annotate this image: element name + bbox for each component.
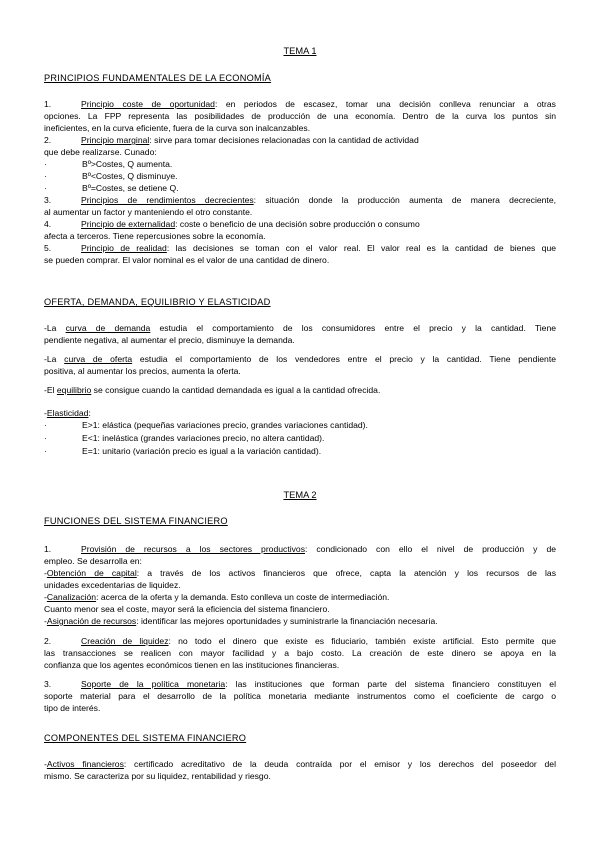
asignacion-recursos: -Asignación de recursos: identificar las mejores oportunidades y suministrarle la financiación necesaria.: [44, 616, 438, 626]
componentes-heading: COMPONENTES DEL SISTEMA FINANCIERO: [44, 733, 247, 743]
principio-3-line2: al aumentar un factor y manteniendo el otro constante.: [44, 207, 253, 217]
principio-3: 3. Principios de rendimientos decrecientes: situación donde la producción aumenta de manera decreciente,: [44, 195, 556, 205]
principio-4: 4. Principio de externalidad: coste o beneficio de una decisión sobre producción o consumo: [44, 219, 420, 229]
tema2-title: TEMA 2: [283, 490, 317, 500]
funcion-3-line2: soporte material para el desarrollo de la política monetaria mediante instrumentos como el coeficiente de cargo o: [44, 691, 556, 701]
principio-1: 1. Principio coste de oportunidad: en periodos de escasez, tomar una decisión conlleva renunciar a otras: [44, 99, 556, 109]
principio-4-line2: afecta a terceros. Tiene repercusiones sobre la economía.: [44, 231, 266, 241]
funcion-1-line2: empleo. Se desarrolla en:: [44, 556, 142, 566]
principio-2-line2: que debe realizarse. Cunado:: [44, 147, 157, 157]
funcion-3-line3: tipo de interés.: [44, 703, 101, 713]
principio-1-line2: opciones. La FPP representa las posibilidades de producción de una economía. Dentro de la curva los puntos sin: [44, 111, 556, 121]
canalizacion: -Canalización: acerca de la oferta y la demanda. Esto conlleva un coste de intermediación.: [44, 592, 390, 602]
funcion-2-line3: confianza que los agentes económicos tienen en las instituciones financieras.: [44, 660, 340, 670]
marginal-bullet: · Bº=Costes, se detiene Q.: [44, 183, 179, 193]
elasticidad-bullet: · E>1: elástica (pequeñas variaciones precio, grandes variaciones cantidad).: [44, 420, 368, 430]
elasticidad: -Elasticidad:: [44, 408, 91, 418]
principio-1-line3: ineficientes, en la curva eficiente, fuera de la curva son inalcanzables.: [44, 123, 311, 133]
funciones-heading: FUNCIONES DEL SISTEMA FINANCIERO: [44, 516, 228, 526]
principio-5: 5. Principio de realidad: las decisiones se toman con el valor real. El valor real es la cantidad de bienes que: [44, 243, 557, 253]
principios-heading: PRINCIPIOS FUNDAMENTALES DE LA ECONOMÍA: [44, 73, 272, 83]
funcion-2: 2. Creación de liquidez: no todo el dinero que existe es fiduciario, también existe artificial. Esto permite que: [44, 636, 556, 646]
obtencion-capital-line2: unidades excedentarias de liquidez.: [44, 580, 181, 590]
curva-oferta-line2: positiva, al aumentar los precios, aumenta la oferta.: [44, 366, 241, 376]
activos-financieros: -Activos financieros: certificado acreditativo de la deuda contraída por el emisor y los derechos del poseedor del: [44, 759, 556, 769]
curva-demanda: -La curva de demanda estudia el comportamiento de los consumidores entre el precio y la cantidad. Tiene: [44, 323, 557, 333]
obtencion-capital: -Obtención de capital: a través de los activos financieros que ofrece, capta la atención y los recursos de las: [44, 568, 556, 578]
marginal-bullet: · Bº>Costes, Q aumenta.: [44, 159, 173, 169]
elasticidad-bullet: · E=1: unitario (variación precio es igual a la variación cantidad).: [44, 446, 322, 456]
oferta-heading: OFERTA, DEMANDA, EQUILIBRIO Y ELASTICIDAD: [44, 297, 271, 307]
funcion-2-line2: las transacciones se realicen con mayor facilidad y a bajo costo. La creación de este dinero se apoya en la: [44, 648, 556, 658]
curva-demanda-line2: pendiente negativa, al aumentar el precio, disminuye la demanda.: [44, 335, 295, 345]
tema1-title: TEMA 1: [283, 46, 317, 56]
funcion-1: 1. Provisión de recursos a los sectores productivos: condicionado con ello el nivel de producción y de: [44, 544, 557, 554]
canalizacion-line2: Cuanto menor sea el coste, mayor será la eficiencia del sistema financiero.: [44, 604, 330, 614]
curva-oferta: -La curva de oferta estudia el comportamiento de los vendedores entre el precio y la cantidad. Tiene pendiente: [44, 354, 556, 364]
principio-2: 2. Principio marginal: sirve para tomar decisiones relacionadas con la cantidad de actividad: [44, 135, 419, 145]
funcion-3: 3. Soporte de la política monetaria: las instituciones que forman parte del sistema financiero constituyen el: [44, 679, 556, 689]
equilibrio: -El equilibrio se consigue cuando la cantidad demandada es igual a la cantidad ofrecida.: [44, 385, 381, 395]
principio-5-line2: se pueden comprar. El valor nominal es el valor de una cantidad de dinero.: [44, 255, 330, 265]
elasticidad-bullet: · E<1: inelástica (grandes variaciones precio, no altera cantidad).: [44, 433, 325, 443]
marginal-bullet: · Bº<Costes, Q disminuye.: [44, 171, 178, 181]
activos-financieros-line2: mismo. Se caracteriza por su liquidez, rentabilidad y riesgo.: [44, 771, 271, 781]
